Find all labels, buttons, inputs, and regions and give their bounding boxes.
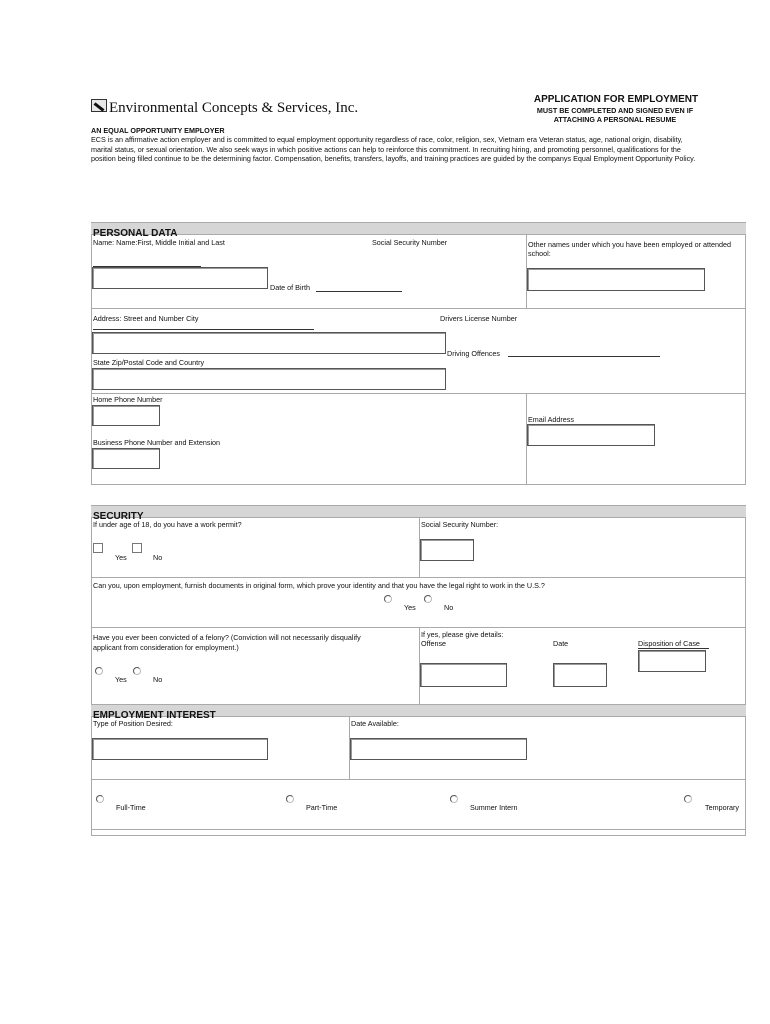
ssn-label: Social Security Number bbox=[372, 238, 448, 247]
address-label: Address: Street and Number City bbox=[93, 314, 199, 323]
identity-yes-label: Yes bbox=[404, 603, 416, 612]
temporary-radio[interactable] bbox=[684, 795, 692, 803]
identity-yes-radio[interactable] bbox=[384, 595, 392, 603]
date-available-field[interactable] bbox=[350, 738, 527, 760]
identity-question-label: Can you, upon employment, furnish documents in original form, which prove your identity and that you have the legal right to work in the U.S.? bbox=[93, 581, 545, 590]
date-available-label: Date Available: bbox=[351, 719, 399, 728]
summer-intern-radio[interactable] bbox=[450, 795, 458, 803]
date-label: Date bbox=[553, 639, 569, 648]
temporary-label: Temporary bbox=[705, 803, 739, 812]
work-permit-no-label: No bbox=[153, 553, 163, 562]
address-field[interactable] bbox=[92, 332, 446, 354]
name-label: Name: Name:First, Middle Initial and Last bbox=[93, 238, 225, 247]
other-names-field[interactable] bbox=[527, 268, 705, 291]
security-ssn-field[interactable] bbox=[420, 539, 474, 561]
email-label: Email Address bbox=[528, 415, 574, 424]
driving-offences-label: Driving Offences bbox=[447, 349, 500, 358]
form-title: APPLICATION FOR EMPLOYMENT bbox=[533, 94, 699, 105]
company-logo bbox=[91, 99, 107, 112]
business-phone-label: Business Phone Number and Extension bbox=[93, 438, 221, 447]
work-permit-yes-label: Yes bbox=[115, 553, 127, 562]
dob-label: Date of Birth bbox=[270, 283, 310, 292]
disposition-label: Disposition of Case bbox=[638, 639, 700, 648]
other-names-label: Other names under which you have been employed or attended school: bbox=[528, 240, 731, 258]
state-zip-field[interactable] bbox=[92, 368, 446, 390]
eoe-heading: AN EQUAL OPPORTUNITY EMPLOYER bbox=[91, 126, 225, 135]
personal-data-heading: PERSONAL DATA bbox=[93, 228, 178, 239]
security-header bbox=[91, 505, 746, 522]
personal-data-header bbox=[91, 222, 746, 239]
summer-intern-label: Summer Intern bbox=[470, 803, 518, 812]
work-permit-no-checkbox[interactable] bbox=[132, 543, 142, 553]
details-label: If yes, please give details: bbox=[421, 630, 504, 639]
work-permit-label: If under age of 18, do you have a work permit? bbox=[93, 520, 242, 529]
email-field[interactable] bbox=[527, 424, 655, 446]
offense-field[interactable] bbox=[420, 663, 507, 687]
eoe-policy-text: ECS is an affirmative action employer and is committed to equal employment opportunity regardless of race, color, religion, sex, Vietnam era Veteran status, age, national origin, disability, marital status, or sexual orientation. We also seek ways in which positive actions can help to reinforce this commitment. In recruiting hiring, and promoting personnel, qualifications for the position being filled continue to be the determining factor. Compensation, benefits, transfers, layoffs, and training practices are guided by the companys Equal Employment Opportunity Policy. bbox=[91, 135, 696, 163]
position-desired-label: Type of Position Desired: bbox=[93, 719, 173, 728]
name-field[interactable] bbox=[92, 267, 268, 289]
disposition-field[interactable] bbox=[638, 650, 706, 672]
felony-yes-label: Yes bbox=[115, 675, 127, 684]
part-time-radio[interactable] bbox=[286, 795, 294, 803]
employment-interest-header bbox=[91, 704, 746, 721]
employment-interest-heading: EMPLOYMENT INTEREST bbox=[93, 710, 216, 721]
form-subtitle-2: ATTACHING A PERSONAL RESUME bbox=[553, 115, 677, 124]
felony-question-label-2: applicant from consideration for employment.) bbox=[93, 643, 239, 652]
offense-date-field[interactable] bbox=[553, 663, 607, 687]
full-time-radio[interactable] bbox=[96, 795, 104, 803]
state-zip-label: State Zip/Postal Code and Country bbox=[93, 358, 205, 367]
felony-question-label-1: Have you ever been convicted of a felony? (Conviction will not necessarily disqualify bbox=[93, 633, 361, 642]
security-ssn-label: Social Security Number: bbox=[421, 520, 499, 529]
work-permit-yes-checkbox[interactable] bbox=[93, 543, 103, 553]
company-name: Environmental Concepts & Services, Inc. bbox=[109, 100, 359, 116]
felony-yes-radio[interactable] bbox=[95, 667, 103, 675]
form-subtitle-1: MUST BE COMPLETED AND SIGNED EVEN IF bbox=[536, 106, 694, 115]
home-phone-label: Home Phone Number bbox=[93, 395, 163, 404]
part-time-label: Part-Time bbox=[306, 803, 338, 812]
home-phone-field[interactable] bbox=[92, 405, 160, 426]
position-desired-field[interactable] bbox=[92, 738, 268, 760]
identity-no-radio[interactable] bbox=[424, 595, 432, 603]
drivers-license-label: Drivers License Number bbox=[440, 314, 518, 323]
identity-no-label: No bbox=[444, 603, 454, 612]
business-phone-field[interactable] bbox=[92, 448, 160, 469]
felony-no-label: No bbox=[153, 675, 163, 684]
security-heading: SECURITY bbox=[93, 511, 144, 522]
offense-label: Offense bbox=[421, 639, 447, 648]
full-time-label: Full-Time bbox=[116, 803, 146, 812]
felony-no-radio[interactable] bbox=[133, 667, 141, 675]
